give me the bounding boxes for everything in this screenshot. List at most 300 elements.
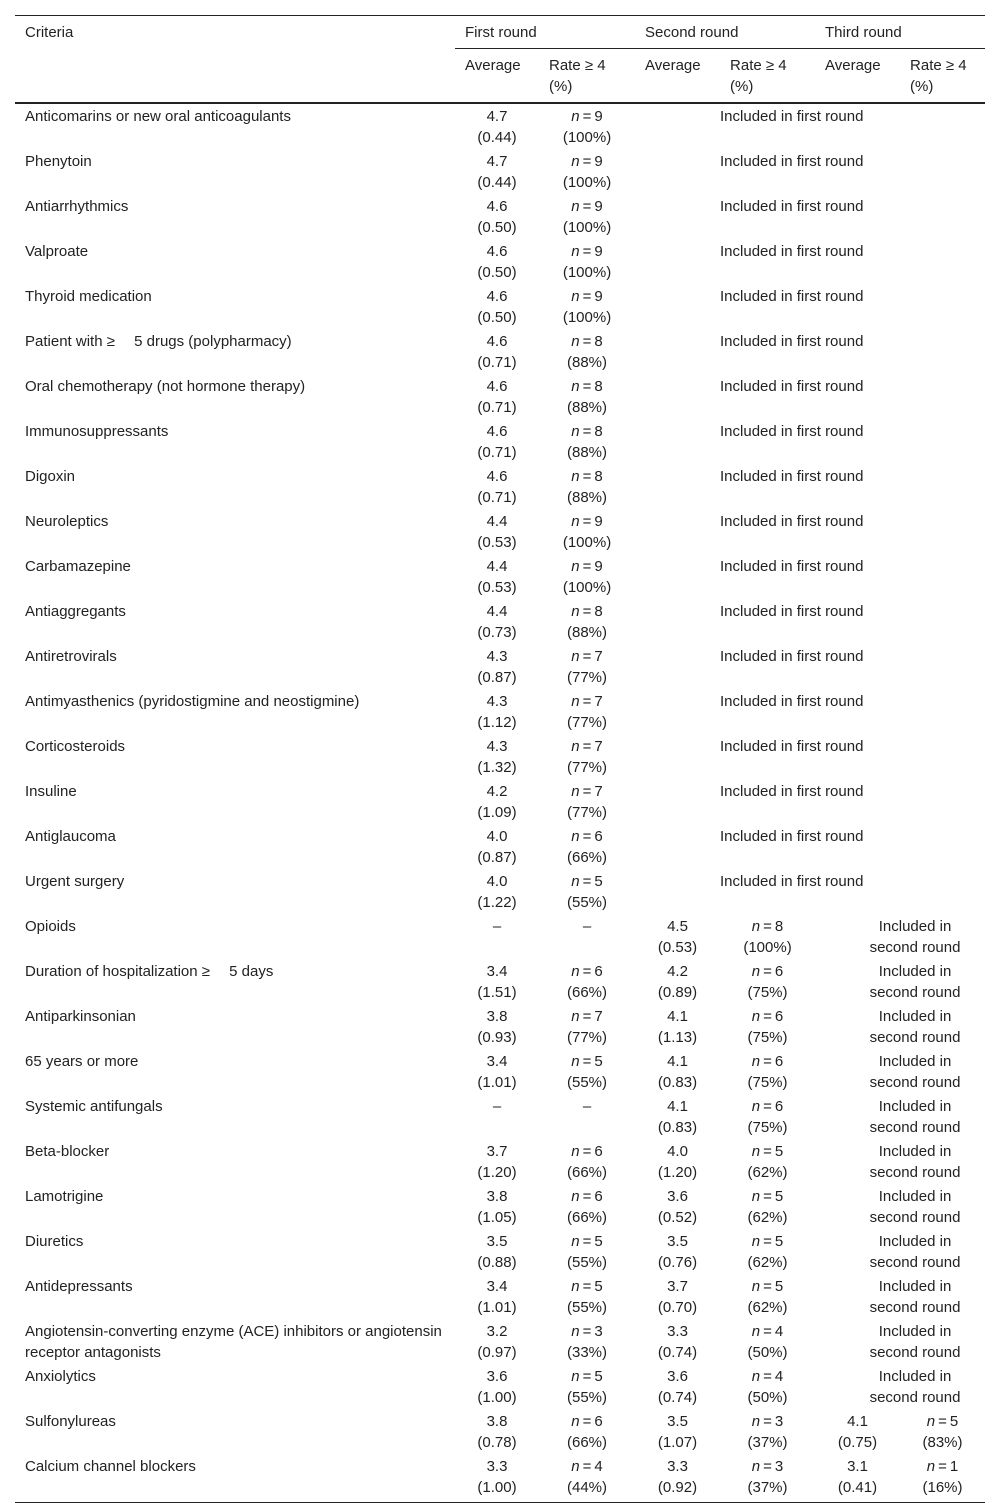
included-second-round: Included in second round [869, 1323, 961, 1361]
rate-percent: (50%) [747, 1344, 788, 1361]
rate-cell-1 [539, 103, 635, 149]
rate-cell-1 [539, 464, 635, 509]
table-body [15, 103, 985, 1503]
average-sd: (1.20) [477, 1164, 517, 1181]
average-value: 3.4 [486, 1278, 508, 1295]
average-value: 3.5 [667, 1233, 688, 1250]
n-symbol: n [571, 783, 580, 800]
average-sd: (0.97) [477, 1344, 517, 1361]
n-symbol: n [751, 918, 761, 935]
table-row [15, 239, 985, 284]
average-sd: (1.20) [657, 1164, 698, 1181]
rate-count: n = 3 [751, 1413, 784, 1430]
rate-percent: (88%) [567, 624, 608, 641]
n-symbol: n [751, 1278, 761, 1295]
table-row [15, 824, 985, 869]
n-symbol: n [751, 1323, 761, 1340]
average-cell-1 [455, 374, 539, 419]
empty-cell [635, 599, 720, 644]
rate-count-value: 5 [594, 1233, 603, 1250]
table-row [15, 599, 985, 644]
rate-percent: (62%) [747, 1164, 788, 1181]
n-symbol: n [571, 1008, 580, 1025]
table-row [15, 914, 985, 959]
average-sd: (1.22) [477, 894, 517, 911]
rate-count: n = 6 [751, 1008, 784, 1025]
rate-cell-1 [539, 1139, 635, 1184]
rate-count-value: 5 [774, 1278, 784, 1295]
rate-count: n = 9 [571, 198, 603, 215]
rate-percent: (75%) [747, 1119, 788, 1136]
average-value: 4.5 [667, 918, 688, 935]
rate-percent: (37%) [747, 1434, 788, 1451]
rate-percent: (66%) [567, 1209, 608, 1226]
rate-count: n = 6 [571, 1143, 603, 1160]
rate-cell-1 [539, 689, 635, 734]
average-sd: (0.44) [477, 174, 517, 191]
rate-count-value: 4 [594, 1458, 603, 1475]
average-sd: (1.01) [477, 1074, 517, 1091]
average-value: 4.1 [667, 1008, 688, 1025]
table-row [15, 1274, 985, 1319]
average-value: 4.6 [486, 198, 508, 215]
average-sd: (0.83) [657, 1119, 698, 1136]
average-cell-2 [635, 1004, 720, 1049]
empty-cell [635, 509, 720, 554]
average-sd: (1.00) [477, 1389, 517, 1406]
table-row [15, 1409, 985, 1454]
average-value: 4.0 [667, 1143, 688, 1160]
n-symbol: n [751, 1008, 761, 1025]
n-symbol: n [926, 1413, 936, 1430]
table-row [15, 329, 985, 374]
rate-percent: (77%) [567, 1029, 608, 1046]
rate-cell-1 [539, 194, 635, 239]
rate-percent: (55%) [567, 1254, 608, 1271]
average-value: 4.4 [486, 603, 508, 620]
rate-count: n = 5 [571, 1233, 603, 1250]
rate-count: n = 4 [751, 1323, 784, 1340]
rate-percent: (100%) [562, 309, 612, 326]
average-cell-1 [455, 554, 539, 599]
rate-cell-1 [539, 1454, 635, 1503]
rate-cell-1 [539, 329, 635, 374]
rate-percent: (75%) [747, 984, 788, 1001]
rate-count-value: 3 [774, 1413, 784, 1430]
average-value: 4.6 [486, 243, 508, 260]
average-sd: (0.71) [477, 399, 517, 416]
average-sd: (0.83) [657, 1074, 698, 1091]
average-value: 3.5 [486, 1233, 508, 1250]
rate-cell-1 [539, 644, 635, 689]
average-cell-1 [455, 599, 539, 644]
table-row [15, 1184, 985, 1229]
average-cell-1 [455, 1274, 539, 1319]
n-symbol: n [571, 1143, 580, 1160]
rate-count: n = 5 [571, 1278, 603, 1295]
average-cell-1 [455, 419, 539, 464]
dash-cell-1: – [582, 918, 592, 935]
rate-percent: (88%) [567, 354, 608, 371]
average-cell-2 [635, 1364, 720, 1409]
included-first-round: Included in first round [720, 828, 864, 845]
rate-cell-1 [539, 374, 635, 419]
n-symbol: n [571, 1278, 580, 1295]
average-sd: (0.71) [477, 444, 517, 461]
rate-percent: (100%) [562, 264, 612, 281]
included-first-round: Included in first round [720, 468, 864, 485]
rate-count-value: 1 [949, 1458, 959, 1475]
average-cell-1 [455, 194, 539, 239]
average-value: 4.0 [486, 873, 508, 890]
rate-count-value: 6 [594, 828, 603, 845]
criteria-cell: Oral chemotherapy (not hormone therapy) [25, 378, 306, 395]
criteria-cell: Carbamazepine [25, 558, 131, 575]
criteria-cell: Urgent surgery [25, 873, 125, 890]
average-value: 4.2 [667, 963, 688, 980]
header-rate-3: Rate ≥ 4 (%) [900, 49, 985, 104]
average-sd: (0.71) [477, 354, 517, 371]
n-symbol: n [751, 963, 761, 980]
average-sd: (0.87) [477, 669, 517, 686]
table-row [15, 464, 985, 509]
rate-percent: (100%) [562, 579, 612, 596]
average-cell-1 [455, 869, 539, 914]
empty-cell [635, 734, 720, 779]
table-row [15, 1229, 985, 1274]
rate-percent: (62%) [747, 1209, 788, 1226]
rate-percent: (75%) [747, 1074, 788, 1091]
included-first-round: Included in first round [720, 153, 864, 170]
rate-count-value: 6 [774, 1008, 784, 1025]
rate-count-value: 7 [594, 693, 603, 710]
included-first-round: Included in first round [720, 648, 864, 665]
rate-count-value: 6 [594, 1143, 603, 1160]
average-cell-1 [455, 284, 539, 329]
empty-cell [635, 554, 720, 599]
rate-percent: (55%) [567, 894, 608, 911]
rate-count: n = 9 [571, 558, 603, 575]
average-value: 4.1 [667, 1098, 688, 1115]
criteria-cell: Antiaggregants [25, 603, 126, 620]
rate-cell-1 [539, 779, 635, 824]
included-second-round: Included in second round [869, 1143, 961, 1181]
rate-percent: (100%) [562, 174, 612, 191]
average-cell-1 [455, 689, 539, 734]
empty-cell [635, 149, 720, 194]
rate-count-value: 4 [774, 1323, 784, 1340]
rate-count: n = 5 [571, 1053, 603, 1070]
average-sd: (0.87) [477, 849, 517, 866]
delphi-criteria-table [15, 15, 985, 1503]
rate-count: n = 1 [926, 1458, 959, 1475]
rate-percent: (100%) [743, 939, 792, 956]
criteria-cell: Systemic antifungals [25, 1098, 163, 1115]
table-row [15, 1004, 985, 1049]
rate-count-value: 9 [594, 198, 603, 215]
rate-cell-1 [539, 1049, 635, 1094]
rate-percent: (88%) [567, 399, 608, 416]
rate-cell-1 [539, 1319, 635, 1364]
empty-cell [635, 239, 720, 284]
average-value: 4.1 [667, 1053, 688, 1070]
rate-count-value: 4 [774, 1368, 784, 1385]
rate-count: n = 7 [571, 648, 603, 665]
average-sd: (0.50) [477, 309, 517, 326]
rate-count: n = 8 [571, 423, 603, 440]
header-rate-2: Rate ≥ 4 (%) [720, 49, 815, 104]
rate-cell-3 [900, 1454, 985, 1503]
rate-count: n = 3 [571, 1323, 603, 1340]
criteria-cell: Immunosuppressants [25, 423, 169, 440]
average-sd: (0.74) [657, 1344, 698, 1361]
average-value: 3.7 [667, 1278, 688, 1295]
average-sd: (0.50) [477, 219, 517, 236]
included-second-round: Included in second round [869, 963, 961, 1001]
table-row [15, 103, 985, 149]
criteria-cell: Anxiolytics [25, 1368, 96, 1385]
criteria-cell: Diuretics [25, 1233, 84, 1250]
rate-count-value: 3 [594, 1323, 603, 1340]
rate-cell-1 [539, 869, 635, 914]
n-symbol: n [571, 468, 580, 485]
empty-cell [635, 644, 720, 689]
average-sd: (1.12) [477, 714, 517, 731]
average-cell-2 [635, 914, 720, 959]
average-cell-1 [455, 149, 539, 194]
rate-count: n = 5 [571, 1368, 603, 1385]
rate-cell-1 [539, 1364, 635, 1409]
dash-cell-1: – [582, 1098, 592, 1115]
average-value: 3.8 [486, 1188, 508, 1205]
rate-percent: (100%) [562, 219, 612, 236]
table-row [15, 1319, 985, 1364]
rate-percent: (66%) [567, 1434, 608, 1451]
empty-cell [635, 329, 720, 374]
average-value: 3.5 [667, 1413, 688, 1430]
criteria-cell: Antiretrovirals [25, 648, 117, 665]
rate-percent: (100%) [562, 534, 612, 551]
average-value: 3.7 [486, 1143, 508, 1160]
average-value: 4.3 [486, 693, 508, 710]
rate-count-value: 9 [594, 243, 603, 260]
rate-count: n = 7 [571, 783, 603, 800]
average-cell-1 [455, 734, 539, 779]
rate-count: n = 5 [571, 873, 603, 890]
n-symbol: n [751, 1143, 761, 1160]
average-cell-1 [455, 644, 539, 689]
average-sd: (0.92) [657, 1479, 698, 1496]
average-cell-2 [635, 1139, 720, 1184]
empty-cell [635, 779, 720, 824]
n-symbol: n [571, 1323, 580, 1340]
rate-count-value: 6 [774, 1098, 784, 1115]
rate-percent: (55%) [567, 1074, 608, 1091]
average-value: 4.2 [486, 783, 508, 800]
average-sd: (0.71) [477, 489, 517, 506]
included-first-round: Included in first round [720, 288, 864, 305]
n-symbol: n [571, 693, 580, 710]
average-cell-1 [455, 1409, 539, 1454]
table-row [15, 644, 985, 689]
criteria-cell: Antiparkinsonian [25, 1008, 136, 1025]
rate-count-value: 8 [594, 378, 603, 395]
dash-cell-1: – [492, 1098, 502, 1115]
average-sd: (0.75) [837, 1434, 878, 1451]
rate-count: n = 7 [571, 738, 603, 755]
rate-cell-3 [900, 1409, 985, 1454]
rate-count: n = 9 [571, 243, 603, 260]
average-cell-1 [455, 509, 539, 554]
rate-count: n = 5 [751, 1188, 784, 1205]
rate-count-value: 8 [594, 603, 603, 620]
average-value: 3.6 [667, 1368, 688, 1385]
table-row [15, 374, 985, 419]
average-sd: (0.53) [477, 579, 517, 596]
rate-count-value: 8 [594, 423, 603, 440]
criteria-cell: Antiglaucoma [25, 828, 116, 845]
rate-count-value: 6 [774, 963, 784, 980]
average-cell-1 [455, 1454, 539, 1503]
n-symbol: n [751, 1458, 761, 1475]
average-cell-2 [635, 1094, 720, 1139]
table-row [15, 509, 985, 554]
average-value: 4.3 [486, 738, 508, 755]
rate-count: n = 6 [751, 1098, 784, 1115]
average-cell-2 [635, 1454, 720, 1503]
criteria-cell: Antiarrhythmics [25, 198, 129, 215]
rate-percent: (44%) [567, 1479, 608, 1496]
included-first-round: Included in first round [720, 693, 864, 710]
rate-cell-1 [539, 284, 635, 329]
rate-count-value: 8 [594, 333, 603, 350]
rate-count: n = 8 [571, 603, 603, 620]
empty-cell [635, 824, 720, 869]
n-symbol: n [751, 1233, 761, 1250]
rate-count-value: 5 [594, 1368, 603, 1385]
rate-cell-2 [720, 1409, 815, 1454]
criteria-cell: Sulfonylureas [25, 1413, 116, 1430]
average-value: 4.6 [486, 288, 508, 305]
average-sd: (0.93) [477, 1029, 517, 1046]
empty-cell [635, 194, 720, 239]
rate-cell-1 [539, 419, 635, 464]
rate-count-value: 7 [594, 1008, 603, 1025]
average-sd: (0.76) [657, 1254, 698, 1271]
rate-count: n = 4 [571, 1458, 603, 1475]
rate-count-value: 5 [774, 1143, 784, 1160]
table-row [15, 554, 985, 599]
n-symbol: n [571, 1053, 580, 1070]
average-value: 3.8 [486, 1413, 508, 1430]
rate-count: n = 9 [571, 513, 603, 530]
rate-count: n = 8 [571, 333, 603, 350]
included-first-round: Included in first round [720, 873, 864, 890]
rate-count: n = 4 [751, 1368, 784, 1385]
rate-count-value: 7 [594, 783, 603, 800]
average-value: 3.1 [847, 1458, 868, 1475]
included-second-round: Included in second round [869, 1278, 961, 1316]
rate-count-value: 5 [594, 873, 603, 890]
dash-cell-1: – [492, 918, 502, 935]
n-symbol: n [751, 1098, 761, 1115]
criteria-cell: Lamotrigine [25, 1188, 104, 1205]
average-value: 4.7 [486, 108, 508, 125]
n-symbol: n [571, 198, 580, 215]
header-average-3: Average [815, 49, 900, 104]
n-symbol: n [751, 1188, 761, 1205]
rate-cell-2 [720, 1184, 815, 1229]
average-cell-1 [455, 1049, 539, 1094]
included-second-round: Included in second round [869, 1368, 961, 1406]
rate-percent: (77%) [567, 804, 608, 821]
header-criteria: Criteria [15, 16, 455, 49]
criteria-cell: 65 years or more [25, 1053, 139, 1070]
rate-count: n = 9 [571, 153, 603, 170]
rate-count-value: 6 [594, 963, 603, 980]
average-sd: (0.78) [477, 1434, 517, 1451]
n-symbol: n [571, 108, 580, 125]
average-cell-1 [455, 103, 539, 149]
average-sd: (0.89) [657, 984, 698, 1001]
rate-cell-1 [539, 734, 635, 779]
criteria-cell: Corticosteroids [25, 738, 126, 755]
average-cell-3 [815, 1409, 900, 1454]
n-symbol: n [571, 1368, 580, 1385]
n-symbol: n [571, 513, 580, 530]
rate-cell-1 [539, 1229, 635, 1274]
rate-cell-2 [720, 1364, 815, 1409]
n-symbol: n [571, 603, 580, 620]
included-first-round: Included in first round [720, 108, 864, 125]
rate-cell-2 [720, 1094, 815, 1139]
n-symbol: n [571, 423, 580, 440]
included-second-round: Included in second round [869, 1098, 961, 1136]
table-row [15, 194, 985, 239]
average-value: 3.3 [667, 1323, 688, 1340]
average-value: 3.8 [486, 1008, 508, 1025]
rate-percent: (100%) [562, 129, 612, 146]
rate-count-value: 6 [594, 1413, 603, 1430]
average-cell-2 [635, 1274, 720, 1319]
empty-cell [635, 284, 720, 329]
average-cell-2 [635, 1049, 720, 1094]
rate-cell-2 [720, 1229, 815, 1274]
rate-count-value: 8 [594, 468, 603, 485]
included-second-round: Included in second round [869, 1053, 961, 1091]
average-value: 4.4 [486, 558, 508, 575]
n-symbol: n [571, 558, 580, 575]
rate-cell-2 [720, 914, 815, 959]
rate-cell-2 [720, 1004, 815, 1049]
average-cell-3 [815, 1454, 900, 1503]
n-symbol: n [751, 1413, 761, 1430]
n-symbol: n [571, 153, 580, 170]
average-sd: (1.13) [657, 1029, 698, 1046]
rate-percent: (66%) [567, 849, 608, 866]
table-row [15, 1139, 985, 1184]
rate-percent: (16%) [922, 1479, 963, 1496]
average-cell-1 [455, 329, 539, 374]
criteria-cell: Digoxin [25, 468, 76, 485]
rate-count: n = 9 [571, 108, 603, 125]
average-value: 3.6 [486, 1368, 508, 1385]
rate-count-value: 9 [594, 513, 603, 530]
included-first-round: Included in first round [720, 513, 864, 530]
criteria-cell: Antidepressants [25, 1278, 133, 1295]
average-sd: (0.74) [657, 1389, 698, 1406]
rate-count-value: 5 [774, 1233, 784, 1250]
